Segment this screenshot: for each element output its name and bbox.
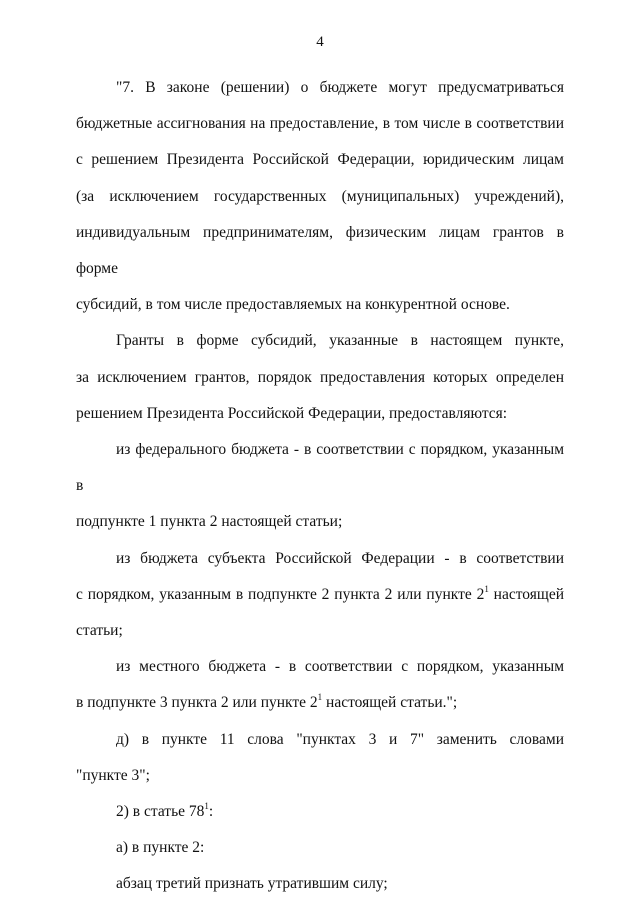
paragraph-grants-provision xyxy=(76,323,564,432)
text-line: абзац третий признать утратившим силу; xyxy=(116,875,388,893)
document-body xyxy=(76,70,564,903)
text-line: статьи; xyxy=(76,622,123,640)
text-fragment: с порядком, указанным в подпункте 2 пункта 2 или пункте 2 xyxy=(76,585,485,603)
superscript: 1 xyxy=(204,801,209,812)
text-line xyxy=(76,794,564,830)
superscript: 1 xyxy=(317,692,323,703)
text-line: а) в пункте 2: xyxy=(116,839,205,857)
text-line: решением Президента Российской Федерации, предоставляются: xyxy=(76,404,508,422)
text-line: "пункте 3"; xyxy=(76,766,150,784)
text-line xyxy=(76,685,564,721)
paragraph-local-budget xyxy=(76,649,564,721)
text-line: "7. В законе (решении) о бюджете могут предусматриваться xyxy=(116,79,564,96)
paragraph-budget-grants xyxy=(76,70,564,323)
text-line: с решением Президента Российской Федерации, юридическим лицам xyxy=(76,151,564,169)
text-line: подпункте 1 пункта 2 настоящей статьи; xyxy=(76,513,343,531)
superscript: 1 xyxy=(484,583,489,594)
text-line: из местного бюджета - в соответствии с порядком, указанным xyxy=(116,658,564,676)
paragraph-article-78 xyxy=(76,794,564,830)
text-line: из федерального бюджета - в соответствии с порядком, указанным в xyxy=(76,441,564,495)
text-fragment: 2) в статье 78 xyxy=(116,803,205,821)
text-fragment: в подпункте 3 пункта 2 или пункте 2 xyxy=(76,694,318,712)
paragraph-third-subparagraph xyxy=(76,866,564,902)
paragraph-item-a xyxy=(76,830,564,866)
text-fragment: : xyxy=(208,803,214,821)
text-line: Гранты в форме субсидий, указанные в настоящем пункте, xyxy=(116,332,564,350)
text-line xyxy=(76,577,564,613)
text-line: из бюджета субъекта Российской Федерации - в соответствии xyxy=(116,549,564,567)
text-line: д) в пункте 11 слова "пунктах 3 и 7" заменить словами xyxy=(116,730,564,748)
text-line: субсидий, в том числе предоставляемых на конкурентной основе. xyxy=(76,296,510,314)
text-line: индивидуальным предпринимателям, физическим лицам грантов в форме xyxy=(76,223,564,278)
page-number: 4 xyxy=(316,34,324,50)
text-fragment: настоящей статьи."; xyxy=(322,694,458,712)
paragraph-regional-budget xyxy=(76,541,564,650)
text-line: (за исключением государственных (муниципальных) учреждений), xyxy=(76,187,564,205)
text-line: бюджетные ассигнования на предоставление, в том числе в соответствии xyxy=(76,115,564,133)
text-fragment: настоящей xyxy=(488,585,564,603)
paragraph-federal-budget xyxy=(76,432,564,541)
text-line: за исключением грантов, порядок предоставления которых определен xyxy=(76,368,564,386)
paragraph-item-d xyxy=(76,722,564,794)
